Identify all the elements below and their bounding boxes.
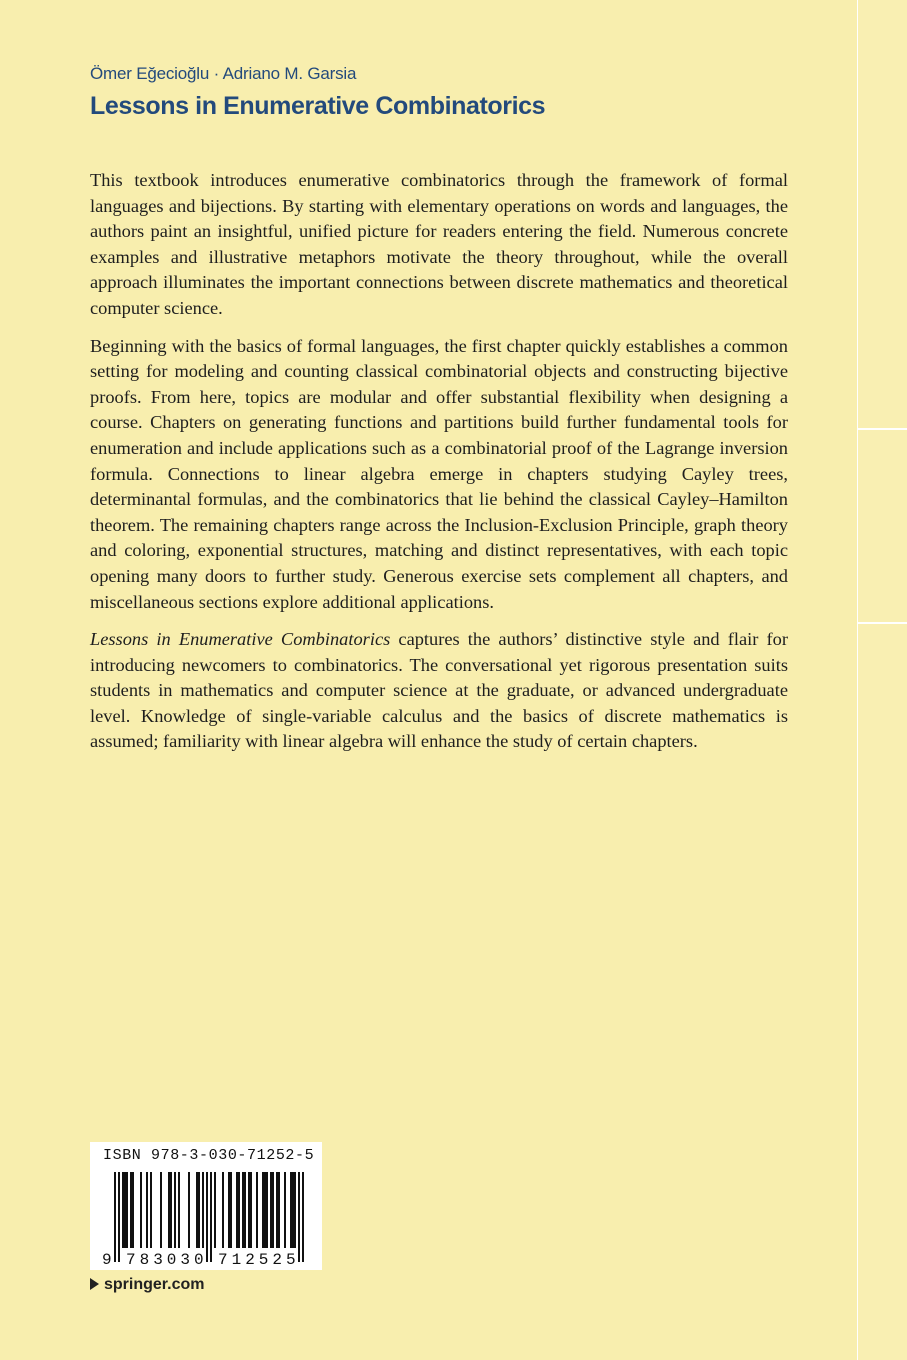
barcode-bar xyxy=(126,1172,128,1248)
barcode-bars xyxy=(114,1172,304,1262)
barcode-bar xyxy=(290,1172,292,1248)
barcode-bar xyxy=(302,1172,304,1262)
barcode-graphic xyxy=(90,1142,322,1270)
barcode-bar xyxy=(236,1172,238,1248)
barcode-bar xyxy=(222,1172,224,1248)
spine-divider xyxy=(857,428,907,430)
barcode-bar xyxy=(202,1172,204,1248)
barcode-bar xyxy=(292,1172,294,1248)
barcode-bar xyxy=(174,1172,176,1248)
spine-strip xyxy=(857,0,907,1360)
paragraph-3 xyxy=(90,627,788,755)
barcode-bar xyxy=(228,1172,230,1248)
publisher-link[interactable] xyxy=(90,1276,204,1294)
paragraph-2: Beginning with the basics of formal languages, the first chapter quickly establishes a common setting for modeling and counting classical combinatorial objects and constructing bijective proofs. From here, topics are modular and offer substantial flexibility when designing a course. Chapters on generating functions and partitions build further fundamental tools for enumeration and include applications such as a combinatorial proof of the Lagrange inversion formula. Connections to linear algebra emerge in chapters studying Cayley trees, determinantal formulas, and the combinatorics that lie behind the classical Cayley–Hamilton theorem. The remaining chapters range across the Inclusion-Exclusion Principle, graph theory and coloring, exponential structures, matching and distinct representatives, with each topic opening many doors to further study. Generous exercise sets complement all chapters, and miscellaneous sections explore additional applications. xyxy=(90,335,788,612)
barcode-bar xyxy=(206,1172,208,1262)
barcode-bar xyxy=(178,1172,180,1248)
barcode-left-digits: 783030 xyxy=(126,1251,208,1269)
paragraph-1: This textbook introduces enumerative combinatorics through the framework of formal languages and bijections. By starting with elementary operations on words and languages, the authors paint an insightful, unified picture for readers entering the field. Numerous concrete examples and illustrative metaphors motivate the theory throughout, while the overall approach illuminates the important connections between discrete mathematics and theoretical computer science. xyxy=(90,170,788,318)
book-title: Lessons in Enumerative Combinatorics xyxy=(90,92,546,120)
barcode-first-digit: 9 xyxy=(102,1251,112,1269)
barcode-bar xyxy=(250,1172,252,1248)
isbn-label: ISBN 978-3-030-71252-5 xyxy=(103,1147,315,1164)
website-label: springer.com xyxy=(104,1276,205,1293)
barcode-bar xyxy=(278,1172,280,1248)
barcode-bar xyxy=(272,1172,274,1248)
barcode-bar xyxy=(114,1172,116,1262)
barcode-bar xyxy=(294,1172,296,1248)
barcode-bar xyxy=(132,1172,134,1248)
barcode xyxy=(90,1142,322,1270)
barcode-bar xyxy=(122,1172,124,1248)
barcode-bar xyxy=(130,1172,132,1248)
barcode-bar xyxy=(266,1172,268,1248)
barcode-bar xyxy=(168,1172,170,1248)
barcode-bar xyxy=(160,1172,162,1248)
barcode-bar xyxy=(276,1172,278,1248)
barcode-bar xyxy=(270,1172,272,1248)
barcode-bar xyxy=(284,1172,286,1248)
barcode-bar xyxy=(230,1172,232,1248)
barcode-bar xyxy=(298,1172,300,1262)
spine-divider xyxy=(857,622,907,624)
authors: Ömer Eğecioğlu · Adriano M. Garsia xyxy=(90,64,357,83)
barcode-bar xyxy=(238,1172,240,1248)
barcode-bar xyxy=(140,1172,142,1248)
barcode-bar xyxy=(118,1172,120,1262)
barcode-bar xyxy=(256,1172,258,1248)
barcode-right-digits: 712525 xyxy=(218,1251,300,1269)
barcode-bar xyxy=(210,1172,212,1262)
barcode-bar xyxy=(170,1172,172,1248)
barcode-bar xyxy=(188,1172,190,1248)
barcode-bar xyxy=(146,1172,148,1248)
barcode-bar xyxy=(248,1172,250,1248)
barcode-bar xyxy=(244,1172,246,1248)
arrow-right-icon xyxy=(90,1278,99,1290)
barcode-bar xyxy=(150,1172,152,1248)
barcode-bar xyxy=(242,1172,244,1248)
barcode-bar xyxy=(196,1172,198,1248)
barcode-bar xyxy=(262,1172,264,1248)
barcode-bar xyxy=(124,1172,126,1248)
book-title-italic: Lessons in Enumerative Combinatorics xyxy=(90,629,391,650)
barcode-bar xyxy=(264,1172,266,1248)
barcode-bar xyxy=(198,1172,200,1248)
description xyxy=(90,168,788,767)
paragraph-3-text: captures the authors’ distinctive style and flair for introducing newcomers to combinatorics. The conversational yet rigorous presentation suits students in mathematics and computer science at the graduate, or advanced undergraduate level. Knowledge of single-variable calculus and the basics of discrete mathematics is assumed; familiarity with linear algebra will enhance the study of certain chapters. xyxy=(90,629,788,752)
barcode-bar xyxy=(214,1172,216,1248)
